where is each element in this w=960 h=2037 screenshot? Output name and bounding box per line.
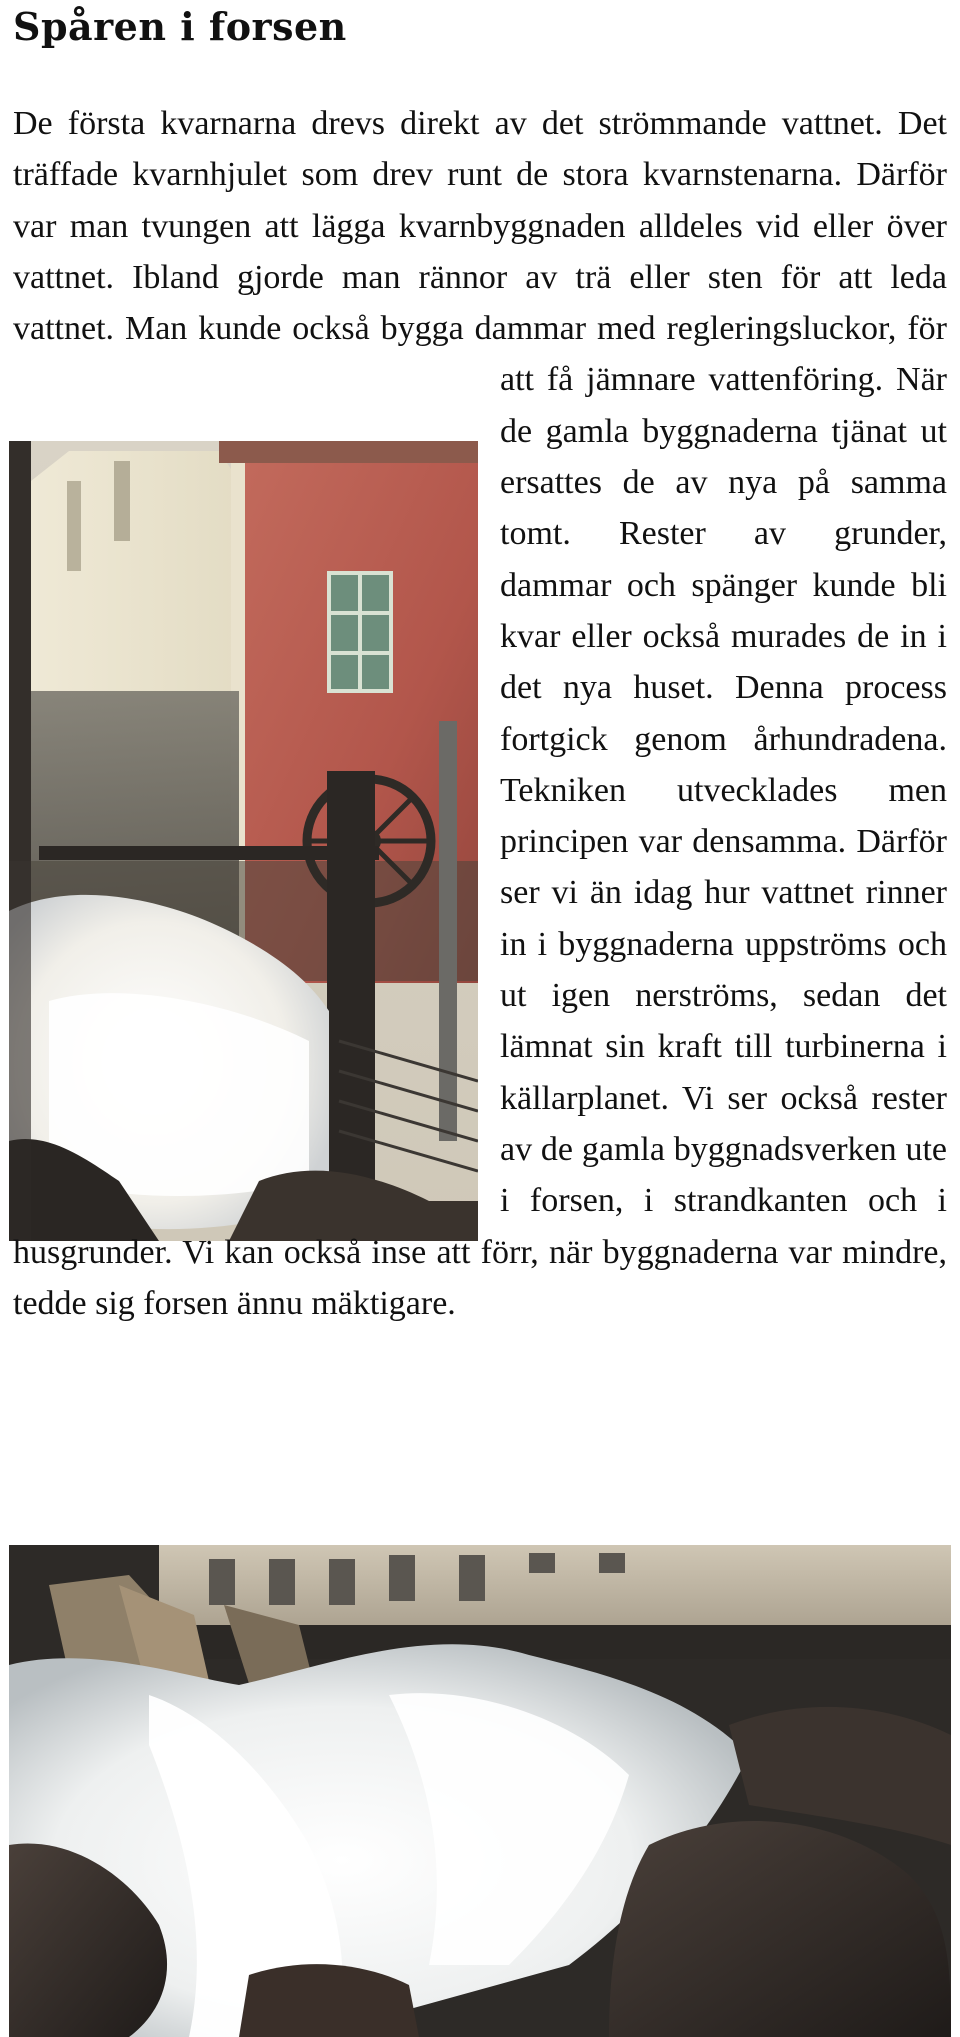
article-title: Spåren i forsen bbox=[13, 4, 347, 49]
mill-photo-wrap bbox=[13, 404, 500, 1202]
rapids-photo-illustration bbox=[9, 1545, 951, 2037]
article-paragraph: De första kvarnarna drevs direkt av det strömmande vattnet. Det träffade kvarnhjulet som drev runt de stora kvarnstenarna. Därför var man tvungen att lägga kvarnbyggnaden alldeles vid eller över vattnet. Ibland gjorde man rännor av trä eller sten för att leda vattnet. Man kunde också bygga dammar med regleringsluckor, för att få jämnare vattenföring. När de gamla byggnaderna tjänat ut ersattes de av nya på samma tomt. Rester av grunder, dammar och spänger kunde bli kvar eller också murades de in i det nya huset. Denna process fortgick genom århundradena. Tekniken utvecklades men principen var densamma. Därför ser vi än idag hur vattnet rinner in i byggnaderna uppströms och ut igen nerströms, sedan det lämnat sin kraft till turbinerna i källarplanet. Vi ser också rester av de gamla byggnadsverken ute i forsen, i strandkanten och i husgrunder. Vi kan också inse att förr, när byggnaderna var mindre, tedde sig forsen ännu mäktigare. bbox=[13, 105, 947, 1322]
rapids-photo bbox=[9, 1545, 951, 2037]
article-body bbox=[13, 98, 947, 1329]
